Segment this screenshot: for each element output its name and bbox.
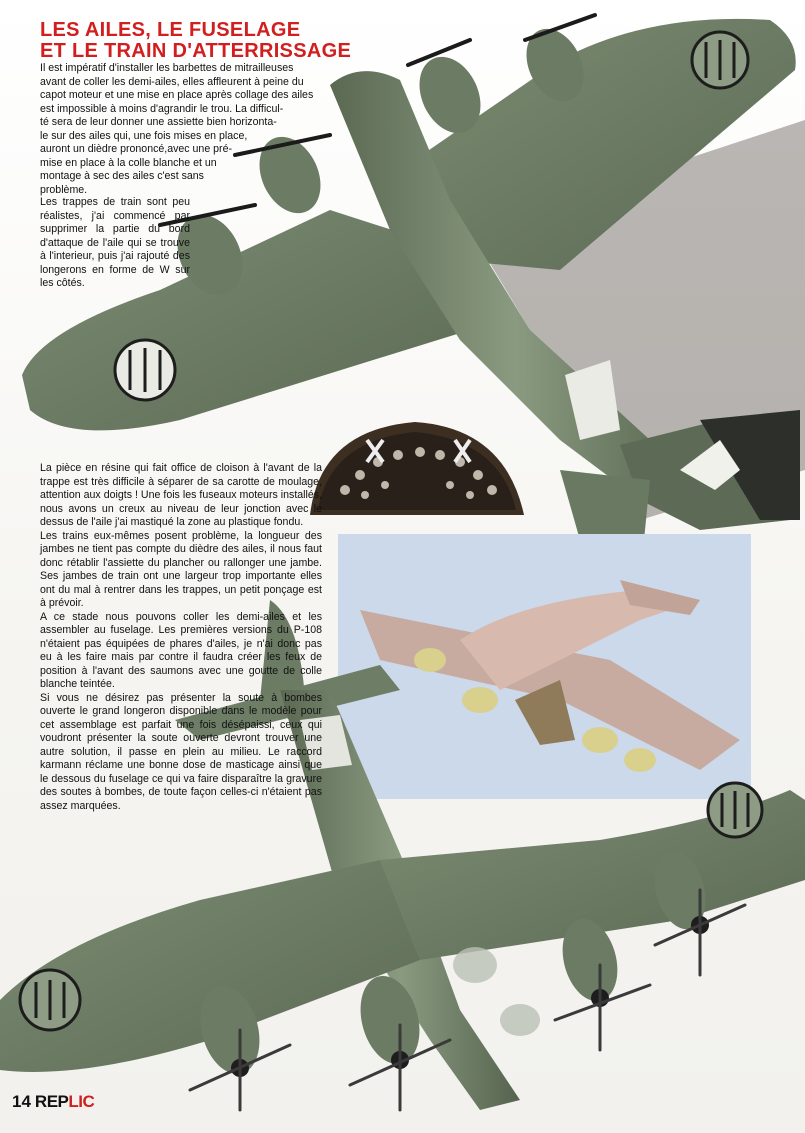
intro-line: montage à sec des ailes c'est sans [40, 170, 204, 182]
body-paragraph: Les trappes de train sont peu réalistes, j'ai commencé par supprimer la partie du bord d'attaque de l'aile qui se trouve à l'interieur, puis j'ai rajouté des longerons en forme de W sur les côtés. [40, 196, 190, 289]
title-line-2: ET LE TRAIN D'ATTERRISSAGE [40, 40, 352, 62]
title-line-1: LES AILES, LE FUSELAGE [40, 19, 301, 41]
logo-part: REP [34, 1092, 69, 1111]
body-paragraph: La pièce en résine qui fait office de cloison à l'avant de la trappe est très difficile à séparer de sa carotte de moulage, attention aux doigts ! Une fois les fuseaux moteurs installés, nous avons un creux au niveau de leur jonction avec le dessus de l'aile j'ai mastiqué la zone au plastique fondu. [40, 462, 322, 528]
intro-line: problème. [40, 183, 88, 196]
page-number: 14 [12, 1092, 31, 1111]
page-footer [12, 1092, 94, 1112]
intro-line: le sur des ailes qui, une fois mises en place, [40, 129, 248, 142]
instrument-panel [310, 422, 524, 515]
intro-line: avant de coller les demi-ailes, elles affleurent à peine du [40, 75, 304, 88]
main-text-column [40, 462, 322, 813]
intro-line: mise en place à la colle blanche et un [40, 156, 217, 169]
body-paragraph: A ce stade nous pouvons coller les demi-ailes et les assembler au fuselage. Les premières versions du P-108 n'étaient pas équipées de phares d'ailes, je n'ai donc pas eu à les faire mais par contre il faudra créer les feux de position à l'avant des saumons avec une goutte de colle blanche teintée. [40, 610, 322, 690]
intro-line: té sera de leur donner une assiette bien horizonta- [40, 116, 277, 128]
landing-gear-doors-paragraph [40, 196, 190, 291]
article-title [40, 20, 360, 62]
intro-line: capot moteur et une mise en place après collage des ailes [40, 89, 314, 101]
body-paragraph: Si vous ne désirez pas présenter la soute à bombes ouverte le grand longeron disponible dans le modèle pour cet assemblage est parfait une fois désépaissi, ceux qui voudront présenter la soute ouverte devront trouver une autre solution, il passe en plein au milieu. Le raccord karmann réclame une bonne dose de masticage ainsi que le dessous du fuselage ce qui va faire disparaître la gravure des soutes à bombes, de toute façon celles-ci n'étaient pas assez marquées. [40, 691, 322, 812]
logo-part-accent: LIC [68, 1092, 95, 1111]
intro-line: Il est impératif d'installer les barbettes de mitrailleuses [40, 62, 294, 74]
magazine-logo [35, 1092, 94, 1112]
body-paragraph: Les trains eux-mêmes posent problème, la longueur des jambes ne tient pas compte du dièdre des ailes, il nous faut donc rétablir l'assiette du plancher ou rallonger une jambe. Ses jambes de train ont une largeur trop importante elles ont du mal à rentrer dans les trappes, un petit ponçage est à prévoir. [40, 529, 322, 609]
intro-paragraph [40, 62, 340, 197]
intro-line: auront un dièdre prononcé,avec une pré- [40, 143, 232, 155]
intro-line: est impossible à moins d'agrandir le trou. La difficul- [40, 102, 284, 115]
